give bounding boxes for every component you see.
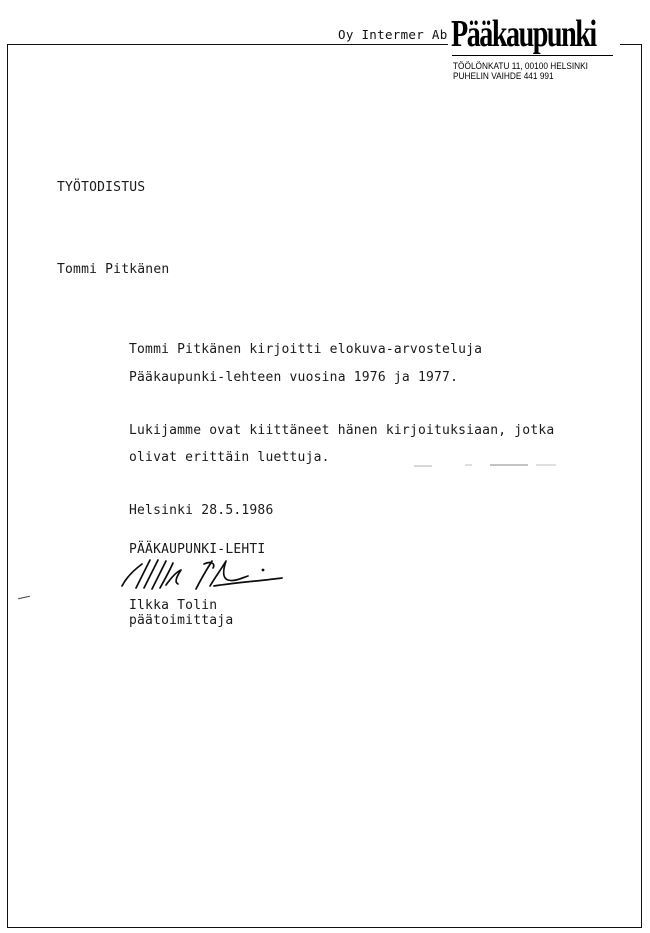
frame-border-top-right (620, 44, 642, 45)
body-line-1: Tommi Pitkänen kirjoitti elokuva-arvosteluja (129, 342, 483, 357)
body-line-4: olivat erittäin luettuja. (129, 450, 330, 465)
body-line-2: Pääkaupunki-lehteen vuosina 1976 ja 1977. (129, 370, 459, 385)
frame-border-bottom (7, 927, 642, 928)
logo-underline (452, 55, 613, 56)
frame-border-right (641, 44, 642, 927)
signer-name: Ilkka Tolin (129, 598, 218, 613)
document-title: TYÖTODISTUS (57, 180, 146, 195)
margin-mark (18, 596, 30, 599)
scan-artifact-marks (410, 462, 560, 468)
signer-title: päätoimittaja (129, 613, 234, 628)
address-line-2: PUHELIN VAIHDE 441 991 (453, 71, 554, 81)
newspaper-logo: Pääkaupunki (451, 13, 596, 55)
address-line-1: TÖÖLÖNKATU 11, 00100 HELSINKI (453, 61, 588, 71)
handwritten-signature (110, 552, 290, 594)
frame-border-top (7, 44, 448, 45)
recipient-name: Tommi Pitkänen (57, 262, 170, 277)
organization-name: PÄÄKAUPUNKI-LEHTI (129, 542, 266, 557)
body-line-3: Lukijamme ovat kiittäneet hänen kirjoituksiaan, jotka (129, 423, 555, 438)
place-date: Helsinki 28.5.1986 (129, 503, 274, 518)
frame-border-left (7, 44, 8, 927)
company-name: Oy Intermer Ab (338, 27, 448, 42)
